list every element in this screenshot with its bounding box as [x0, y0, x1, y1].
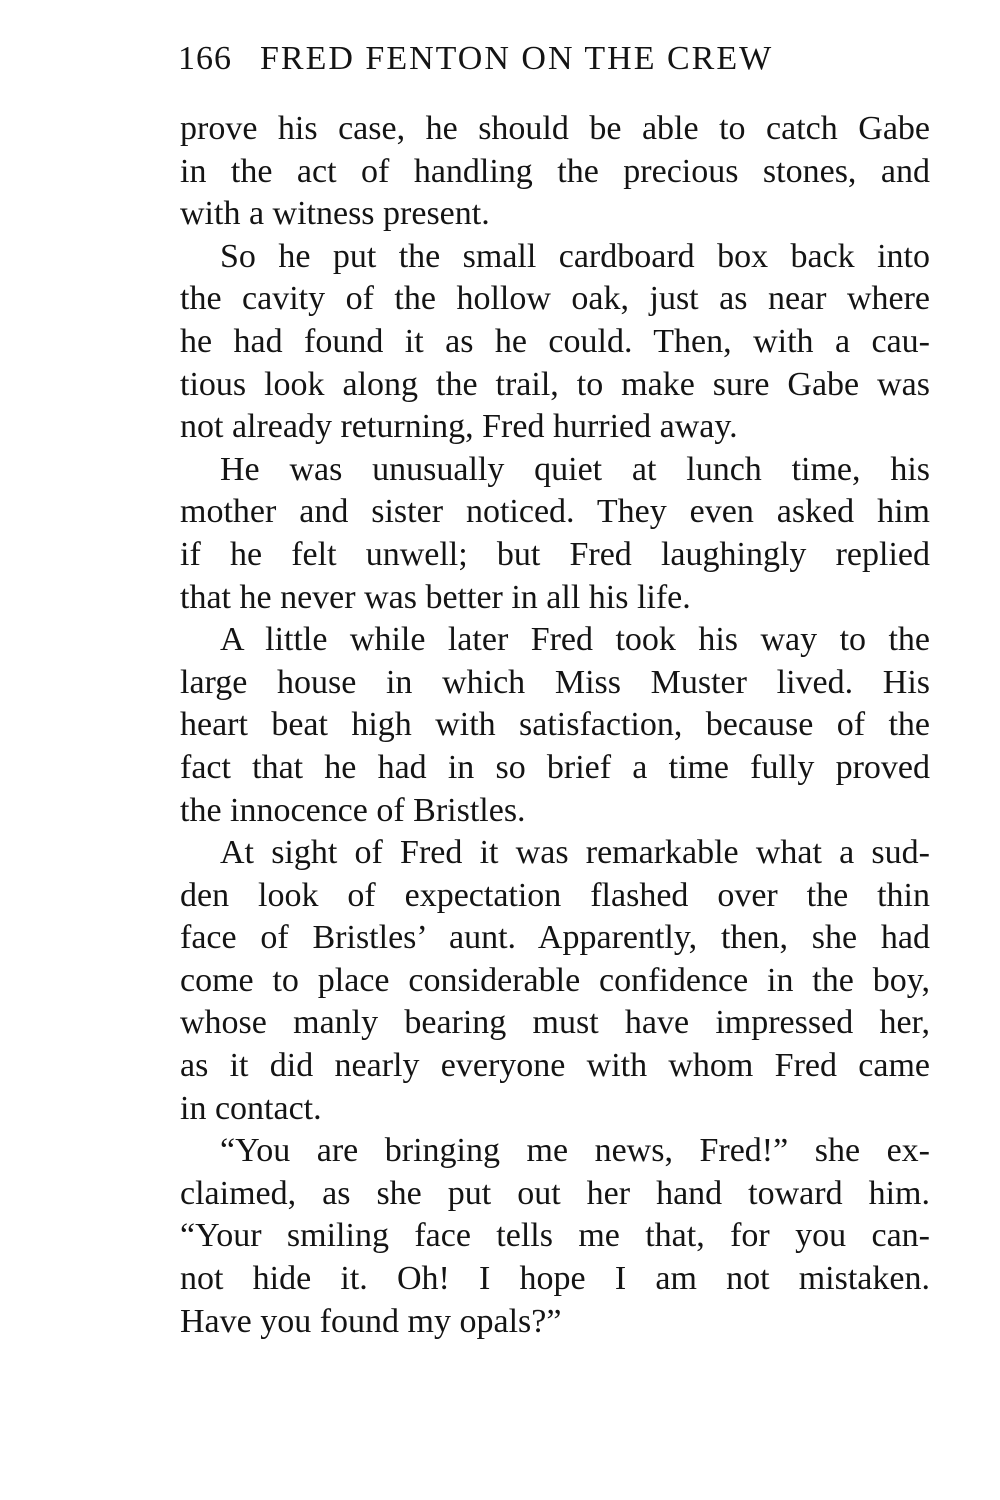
text-line: come to place considerable confidence in the boy, — [180, 961, 930, 999]
text-line: He was unusually quiet at lunch time, his — [220, 450, 930, 488]
page-number: 166 — [178, 40, 232, 77]
text-line: whose manly bearing must have impressed her, — [180, 1004, 930, 1042]
text-line: At sight of Fred it was remarkable what a sud- — [220, 834, 930, 872]
text-line: large house in which Miss Muster lived. His — [180, 663, 930, 701]
body-text — [180, 108, 930, 1343]
text-line: not hide it. Oh! I hope I am not mistaken. — [180, 1260, 930, 1298]
text-line: claimed, as she put out her hand toward him. — [180, 1174, 930, 1212]
text-line: if he felt unwell; but Fred laughingly replied — [180, 535, 930, 573]
text-line: the cavity of the hollow oak, just as near where — [180, 280, 930, 318]
text-line: tious look along the trail, to make sure Gabe was — [180, 365, 930, 403]
text-line: Have you found my opals?” — [180, 1302, 562, 1340]
text-line: “Your smiling face tells me that, for you can- — [180, 1217, 930, 1255]
book-title: FRED FENTON ON THE CREW — [260, 40, 774, 77]
text-line: that he never was better in all his life. — [180, 578, 691, 616]
text-line: heart beat high with satisfaction, because of the — [180, 706, 930, 744]
text-line: he had found it as he could. Then, with a cau- — [180, 322, 930, 360]
text-line: “You are bringing me news, Fred!” she ex- — [220, 1132, 930, 1170]
text-line: face of Bristles’ aunt. Apparently, then, she had — [180, 919, 930, 957]
text-line: in contact. — [180, 1089, 322, 1127]
text-line: A little while later Fred took his way to the — [220, 621, 930, 659]
text-line: the innocence of Bristles. — [180, 791, 526, 829]
text-line: with a witness present. — [180, 195, 490, 233]
text-line: So he put the small cardboard box back into — [220, 237, 930, 275]
text-line: prove his case, he should be able to catch Gabe — [180, 110, 930, 147]
text-line: not already returning, Fred hurried away. — [180, 408, 738, 446]
text-line: mother and sister noticed. They even asked him — [180, 493, 930, 531]
text-line: in the act of handling the precious stones, and — [180, 152, 930, 190]
text-line: as it did nearly everyone with whom Fred came — [180, 1047, 930, 1085]
running-head — [178, 40, 858, 90]
text-line: fact that he had in so brief a time fully proved — [180, 748, 930, 786]
text-line: den look of expectation flashed over the thin — [180, 876, 930, 914]
